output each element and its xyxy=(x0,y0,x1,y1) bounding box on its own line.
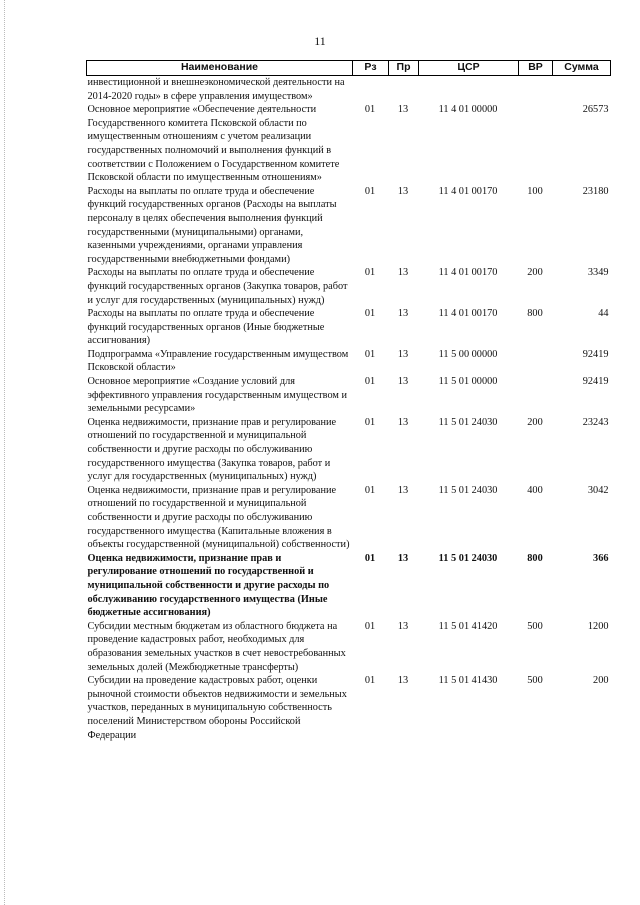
cell-sum: 3042 xyxy=(587,484,609,496)
cell-vr: 400 xyxy=(527,484,543,496)
cell-csr xyxy=(419,76,519,104)
cell-sum: 1200 xyxy=(587,620,609,632)
table-row xyxy=(87,103,611,185)
cell-rz: 01 xyxy=(364,348,376,360)
table-body xyxy=(87,76,611,743)
cell-name: Основное мероприятие «Создание условий для эффективного управления государственным имуществом и земельными ресурсами» xyxy=(87,376,348,415)
cell-pr: 13 xyxy=(397,376,409,388)
header-vr: ВР xyxy=(519,61,553,76)
cell-sum xyxy=(553,76,611,104)
header-rz: Рз xyxy=(353,61,389,76)
cell-name: Оценка недвижимости, признание прав и регулирование отношений по государственной и муниципальной собственности и другие расходы по обслуживанию государственного имущества (Иные бюджетные ассигнования) xyxy=(87,552,330,619)
cell-sum: 23180 xyxy=(582,185,609,197)
cell-csr: 11 4 01 00170 xyxy=(438,185,498,197)
cell-rz: 01 xyxy=(364,267,376,279)
cell-vr: 800 xyxy=(527,552,543,564)
header-name: Наименование xyxy=(87,61,353,76)
cell-sum: 92419 xyxy=(582,376,609,388)
table-row xyxy=(87,620,611,674)
cell-name: Субсидии местным бюджетам из областного бюджета на проведение кадастровых работ, необходимых для образования земельных участков в счет невостребованных земельных долей (Межбюджетные трансферты) xyxy=(87,620,346,673)
cell-rz: 01 xyxy=(364,552,376,564)
cell-pr: 13 xyxy=(397,185,409,197)
cell-rz: 01 xyxy=(364,620,376,632)
cell-vr xyxy=(519,375,553,416)
cell-name: Основное мероприятие «Обеспечение деятельности Государственного комитета Псковской области по имущественным отношениям с учетом реализации государственных полномочий и выполнения функций в соответствии с Положением о Государственном комитете Псковской области по имущественным отношениям» xyxy=(87,104,340,184)
cell-pr: 13 xyxy=(397,104,409,116)
table-row xyxy=(87,76,611,104)
cell-csr: 11 4 01 00170 xyxy=(438,308,498,320)
cell-name: инвестиционной и внешнеэкономической деятельности на 2014-2020 годы» в сфере управления имуществом» xyxy=(87,77,345,102)
cell-pr xyxy=(389,76,419,104)
table-row xyxy=(87,307,611,348)
page-number: 11 xyxy=(314,34,326,48)
cell-sum: 366 xyxy=(593,552,609,564)
cell-csr: 11 5 01 24030 xyxy=(438,552,498,564)
cell-vr: 800 xyxy=(527,308,543,320)
cell-name: Расходы на выплаты по оплате труда и обеспечение функций государственных органов (Расходы на выплаты персоналу в целях обеспечения выполнения функций государственными (муниципальными) органами, казенными учреждениями, органами управления государственными внебюджетными фондами) xyxy=(87,185,337,265)
cell-sum: 200 xyxy=(593,675,609,687)
cell-rz: 01 xyxy=(364,484,376,496)
cell-rz xyxy=(353,76,389,104)
cell-csr: 11 5 01 41420 xyxy=(438,620,498,632)
cell-sum: 3349 xyxy=(587,267,609,279)
cell-sum: 44 xyxy=(598,308,609,320)
cell-vr: 200 xyxy=(527,267,543,279)
header-csr: ЦСР xyxy=(419,61,519,76)
cell-sum: 23243 xyxy=(582,416,609,428)
cell-name: Оценка недвижимости, признание прав и регулирование отношений по государственной и муниципальной собственности и другие расходы по обслуживанию государственного имущества (Капитальные вложения в объекты государственной (муниципальной) собственности) xyxy=(87,484,350,551)
cell-sum: 26573 xyxy=(582,104,609,116)
cell-csr: 11 4 01 00000 xyxy=(438,104,498,116)
cell-vr xyxy=(519,348,553,375)
budget-table xyxy=(86,60,611,742)
cell-csr: 11 5 01 24030 xyxy=(438,484,498,496)
cell-name: Расходы на выплаты по оплате труда и обеспечение функций государственных органов (Иные бюджетные ассигнования) xyxy=(87,308,325,347)
cell-name: Расходы на выплаты по оплате труда и обеспечение функций государственных органов (Закупка товаров, работ и услуг для государственных (муниципальных) нужд) xyxy=(87,267,348,306)
cell-rz: 01 xyxy=(364,185,376,197)
cell-vr: 500 xyxy=(527,620,543,632)
cell-rz: 01 xyxy=(364,104,376,116)
cell-pr: 13 xyxy=(397,308,409,320)
cell-csr: 11 5 01 00000 xyxy=(438,376,498,388)
header-sum: Сумма xyxy=(553,61,611,76)
cell-vr: 100 xyxy=(527,185,543,197)
cell-rz: 01 xyxy=(364,308,376,320)
cell-name: Оценка недвижимости, признание прав и регулирование отношений по государственной и муниципальной собственности и другие расходы по обслуживанию государственного имущества (Закупка товаров, работ и услуг для государственных (муниципальных) нужд) xyxy=(87,416,337,483)
cell-rz: 01 xyxy=(364,376,376,388)
cell-sum: 92419 xyxy=(582,348,609,360)
cell-pr: 13 xyxy=(397,675,409,687)
cell-csr: 11 5 00 00000 xyxy=(438,348,498,360)
cell-csr: 11 5 01 24030 xyxy=(438,416,498,428)
cell-pr: 13 xyxy=(397,416,409,428)
table-row xyxy=(87,348,611,375)
table-row xyxy=(87,375,611,416)
cell-pr: 13 xyxy=(397,267,409,279)
page-edge xyxy=(4,0,6,905)
cell-csr: 11 5 01 41430 xyxy=(438,675,498,687)
table-row xyxy=(87,552,611,620)
cell-rz: 01 xyxy=(364,416,376,428)
cell-vr: 500 xyxy=(527,675,543,687)
cell-vr: 200 xyxy=(527,416,543,428)
table-row xyxy=(87,674,611,742)
cell-pr: 13 xyxy=(397,552,409,564)
table-row xyxy=(87,416,611,484)
cell-name: Субсидии на проведение кадастровых работ, оценки рыночной стоимости объектов недвижимости и земельных участков, переданных в муниципальную собственность поселений Министерством обороны Российской Федерации xyxy=(87,675,347,741)
table-header-row xyxy=(87,61,611,76)
cell-rz: 01 xyxy=(364,675,376,687)
cell-vr xyxy=(519,103,553,185)
table-row xyxy=(87,266,611,307)
table-row xyxy=(87,484,611,552)
cell-csr: 11 4 01 00170 xyxy=(438,267,498,279)
table-row xyxy=(87,185,611,267)
cell-vr xyxy=(519,76,553,104)
cell-pr: 13 xyxy=(397,620,409,632)
cell-pr: 13 xyxy=(397,348,409,360)
header-pr: Пр xyxy=(389,61,419,76)
cell-name: Подпрограмма «Управление государственным имуществом Псковской области» xyxy=(87,348,349,374)
cell-pr: 13 xyxy=(397,484,409,496)
